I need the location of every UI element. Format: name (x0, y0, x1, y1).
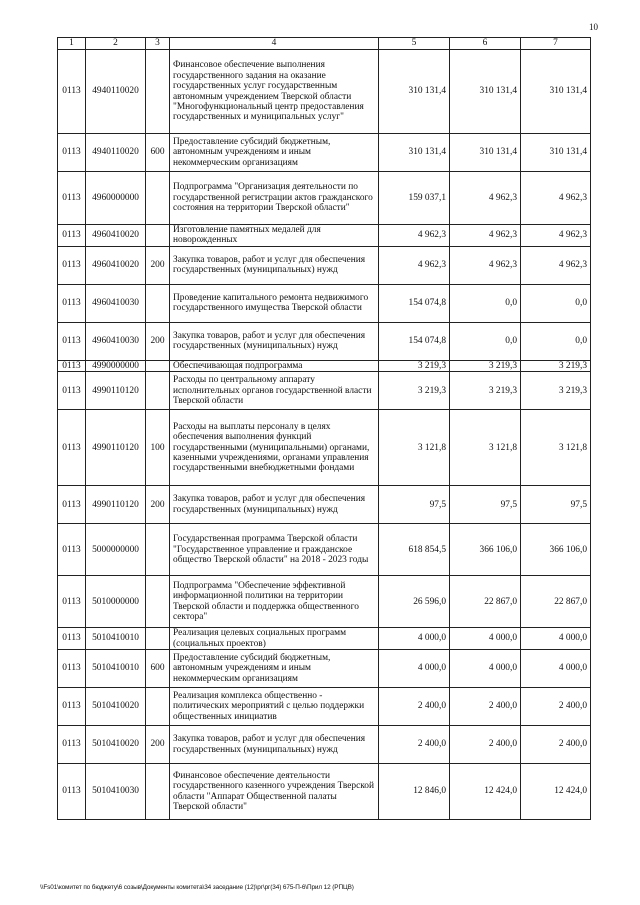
section-code: 0113 (58, 225, 86, 247)
target-code: 5010410010 (86, 628, 146, 650)
table-row (58, 764, 591, 820)
amount-year-3: 22 867,0 (521, 576, 591, 628)
table-row (58, 322, 591, 360)
amount-year-1: 2 400,0 (379, 688, 450, 726)
amount-year-1: 4 000,0 (379, 628, 450, 650)
expense-type-code (146, 372, 170, 410)
target-code: 4960410030 (86, 284, 146, 322)
item-name: Закупка товаров, работ и услуг для обеспечения государственных (муниципальных) нужд (170, 486, 379, 524)
amount-year-1: 4 000,0 (379, 650, 450, 688)
table-row (58, 172, 591, 225)
section-code: 0113 (58, 688, 86, 726)
expense-type-code: 200 (146, 726, 170, 764)
item-name: Подпрограмма "Организация деятельности по государственной регистрации актов гражданского состояния на территории Тверской области" (170, 172, 379, 225)
amount-year-3: 3 219,3 (521, 360, 591, 371)
section-code: 0113 (58, 576, 86, 628)
target-code: 5010000000 (86, 576, 146, 628)
section-code: 0113 (58, 284, 86, 322)
item-name: Закупка товаров, работ и услуг для обеспечения государственных (муниципальных) нужд (170, 246, 379, 284)
header-row (58, 38, 591, 50)
amount-year-1: 26 596,0 (379, 576, 450, 628)
amount-year-2: 0,0 (450, 322, 521, 360)
target-code: 4990110120 (86, 486, 146, 524)
amount-year-3: 2 400,0 (521, 688, 591, 726)
amount-year-1: 3 219,3 (379, 360, 450, 371)
col-header-2: 2 (86, 38, 146, 50)
amount-year-1: 12 846,0 (379, 764, 450, 820)
amount-year-3: 4 962,3 (521, 246, 591, 284)
budget-table (57, 37, 591, 820)
target-code: 4960410020 (86, 246, 146, 284)
amount-year-2: 2 400,0 (450, 726, 521, 764)
table-row (58, 628, 591, 650)
table-row (58, 576, 591, 628)
target-code: 4960410020 (86, 225, 146, 247)
expense-type-code: 600 (146, 134, 170, 172)
amount-year-3: 310 131,4 (521, 50, 591, 134)
amount-year-3: 366 106,0 (521, 524, 591, 576)
expense-type-code (146, 576, 170, 628)
col-header-3: 3 (146, 38, 170, 50)
amount-year-2: 4 962,3 (450, 246, 521, 284)
table-row (58, 410, 591, 486)
expense-type-code (146, 284, 170, 322)
item-name: Финансовое обеспечение деятельности государственного казенного учреждения Тверской области "Аппарат Общественной палаты Тверской области" (170, 764, 379, 820)
amount-year-1: 3 121,8 (379, 410, 450, 486)
target-code: 5010410020 (86, 688, 146, 726)
footer-file-path: \\Fs01\комитет по бюджету\6 созыв\Документы комитета\34 заседание (12)\рг\рг(34) 675-П-6\Прил 12 (РПЦВ) (40, 884, 354, 891)
section-code: 0113 (58, 172, 86, 225)
amount-year-2: 2 400,0 (450, 688, 521, 726)
col-header-1: 1 (58, 38, 86, 50)
amount-year-2: 3 121,8 (450, 410, 521, 486)
amount-year-2: 0,0 (450, 284, 521, 322)
amount-year-1: 4 962,3 (379, 225, 450, 247)
table-row (58, 360, 591, 371)
col-header-5: 5 (379, 38, 450, 50)
item-name: Обеспечивающая подпрограмма (170, 360, 379, 371)
table-row (58, 726, 591, 764)
table-row (58, 688, 591, 726)
amount-year-3: 12 424,0 (521, 764, 591, 820)
target-code: 4960000000 (86, 172, 146, 225)
item-name: Реализация комплекса общественно - политических мероприятий с целью поддержки общественных инициатив (170, 688, 379, 726)
amount-year-1: 97,5 (379, 486, 450, 524)
amount-year-1: 154 074,8 (379, 284, 450, 322)
section-code: 0113 (58, 726, 86, 764)
amount-year-1: 4 962,3 (379, 246, 450, 284)
target-code: 5000000000 (86, 524, 146, 576)
target-code: 4990110120 (86, 410, 146, 486)
target-code: 4990000000 (86, 360, 146, 371)
item-name: Предоставление субсидий бюджетным, автономным учреждениям и иным некоммерческим организациям (170, 650, 379, 688)
expense-type-code (146, 764, 170, 820)
item-name: Государственная программа Тверской области "Государственное управление и гражданское общество Тверской области" на 2018 - 2023 годы (170, 524, 379, 576)
section-code: 0113 (58, 650, 86, 688)
item-name: Финансовое обеспечение выполнения государственного задания на оказание государственных услуг государственным автономным учреждением Тверской области "Многофункциональный центр предоставления государственных и муниципальных услуг" (170, 50, 379, 134)
item-name: Реализация целевых социальных программ (социальных проектов) (170, 628, 379, 650)
table-row (58, 225, 591, 247)
amount-year-1: 310 131,4 (379, 50, 450, 134)
section-code: 0113 (58, 134, 86, 172)
table-row (58, 134, 591, 172)
expense-type-code: 100 (146, 410, 170, 486)
amount-year-1: 310 131,4 (379, 134, 450, 172)
item-name: Расходы по центральному аппарату исполнительных органов государственной власти Тверской области (170, 372, 379, 410)
amount-year-1: 154 074,8 (379, 322, 450, 360)
amount-year-1: 2 400,0 (379, 726, 450, 764)
expense-type-code (146, 524, 170, 576)
section-code: 0113 (58, 50, 86, 134)
expense-type-code: 200 (146, 486, 170, 524)
target-code: 5010410010 (86, 650, 146, 688)
amount-year-3: 0,0 (521, 284, 591, 322)
amount-year-2: 3 219,3 (450, 372, 521, 410)
item-name: Подпрограмма "Обеспечение эффективной информационной политики на территории Тверской области и поддержка общественного сектора" (170, 576, 379, 628)
amount-year-2: 22 867,0 (450, 576, 521, 628)
amount-year-3: 4 000,0 (521, 650, 591, 688)
section-code: 0113 (58, 322, 86, 360)
target-code: 5010410030 (86, 764, 146, 820)
page-number: 10 (589, 22, 598, 32)
amount-year-1: 159 037,1 (379, 172, 450, 225)
section-code: 0113 (58, 410, 86, 486)
table-row (58, 284, 591, 322)
section-code: 0113 (58, 360, 86, 371)
amount-year-2: 3 219,3 (450, 360, 521, 371)
table-row (58, 524, 591, 576)
amount-year-3: 97,5 (521, 486, 591, 524)
target-code: 4990110120 (86, 372, 146, 410)
target-code: 4960410030 (86, 322, 146, 360)
target-code: 4940110020 (86, 50, 146, 134)
col-header-6: 6 (450, 38, 521, 50)
target-code: 4940110020 (86, 134, 146, 172)
target-code: 5010410020 (86, 726, 146, 764)
amount-year-2: 4 000,0 (450, 650, 521, 688)
expense-type-code (146, 688, 170, 726)
expense-type-code: 200 (146, 322, 170, 360)
expense-type-code: 200 (146, 246, 170, 284)
amount-year-2: 4 000,0 (450, 628, 521, 650)
col-header-7: 7 (521, 38, 591, 50)
table-row (58, 650, 591, 688)
amount-year-1: 618 854,5 (379, 524, 450, 576)
section-code: 0113 (58, 764, 86, 820)
table-row (58, 50, 591, 134)
expense-type-code (146, 50, 170, 134)
item-name: Проведение капитального ремонта недвижимого государственного имущества Тверской области (170, 284, 379, 322)
item-name: Расходы на выплаты персоналу в целях обеспечения выполнения функций государственными (муниципальными) органами, казенными учреждениями, органами управления государственными внебюджетными фондами (170, 410, 379, 486)
amount-year-2: 4 962,3 (450, 172, 521, 225)
expense-type-code (146, 172, 170, 225)
expense-type-code (146, 225, 170, 247)
amount-year-3: 4 962,3 (521, 172, 591, 225)
amount-year-2: 97,5 (450, 486, 521, 524)
expense-type-code (146, 360, 170, 371)
section-code: 0113 (58, 628, 86, 650)
item-name: Изготовление памятных медалей для новорожденных (170, 225, 379, 247)
section-code: 0113 (58, 524, 86, 576)
amount-year-2: 4 962,3 (450, 225, 521, 247)
amount-year-2: 366 106,0 (450, 524, 521, 576)
table-row (58, 372, 591, 410)
col-header-4: 4 (170, 38, 379, 50)
expense-type-code: 600 (146, 650, 170, 688)
amount-year-3: 310 131,4 (521, 134, 591, 172)
amount-year-3: 4 000,0 (521, 628, 591, 650)
item-name: Закупка товаров, работ и услуг для обеспечения государственных (муниципальных) нужд (170, 726, 379, 764)
amount-year-3: 2 400,0 (521, 726, 591, 764)
amount-year-2: 12 424,0 (450, 764, 521, 820)
table-row (58, 486, 591, 524)
section-code: 0113 (58, 372, 86, 410)
amount-year-3: 3 121,8 (521, 410, 591, 486)
amount-year-2: 310 131,4 (450, 134, 521, 172)
expense-type-code (146, 628, 170, 650)
table-row (58, 246, 591, 284)
item-name: Закупка товаров, работ и услуг для обеспечения государственных (муниципальных) нужд (170, 322, 379, 360)
amount-year-3: 3 219,3 (521, 372, 591, 410)
item-name: Предоставление субсидий бюджетным, автономным учреждениям и иным некоммерческим организациям (170, 134, 379, 172)
amount-year-2: 310 131,4 (450, 50, 521, 134)
amount-year-3: 4 962,3 (521, 225, 591, 247)
section-code: 0113 (58, 486, 86, 524)
section-code: 0113 (58, 246, 86, 284)
amount-year-1: 3 219,3 (379, 372, 450, 410)
amount-year-3: 0,0 (521, 322, 591, 360)
